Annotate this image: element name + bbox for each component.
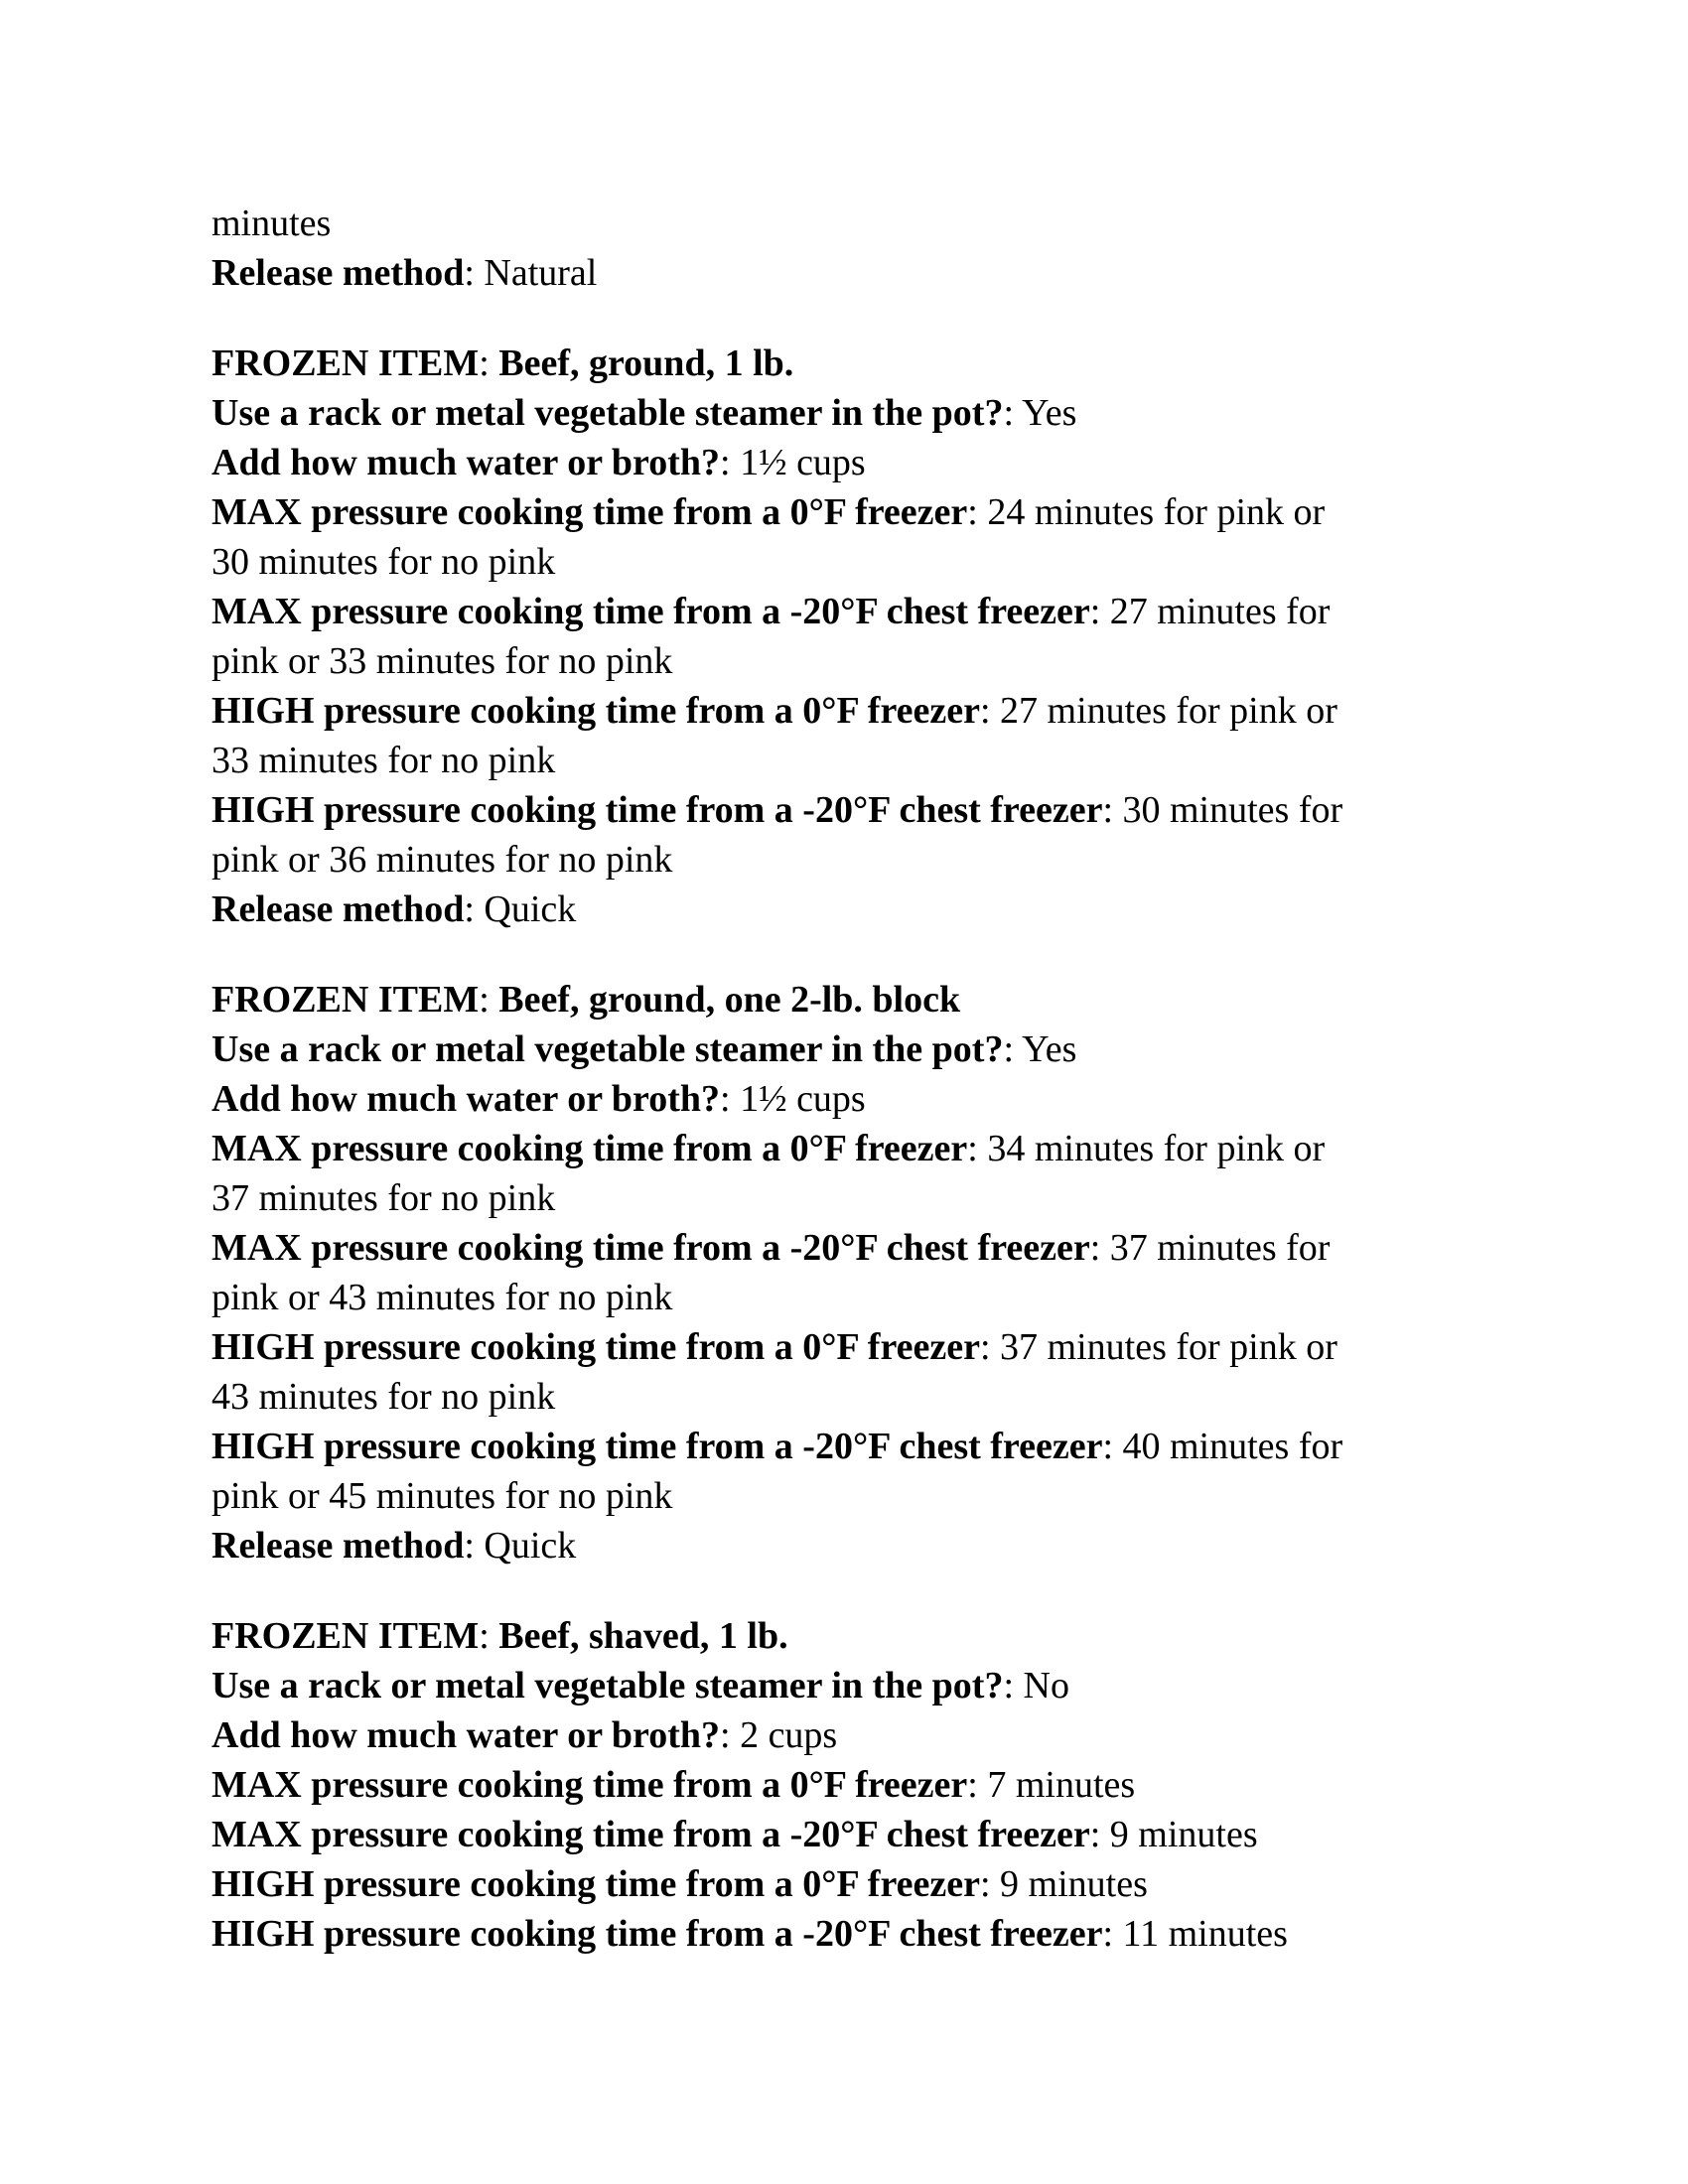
- water-line: Add how much water or broth?: 1½ cups: [211, 442, 866, 483]
- high-0f-line: HIGH pressure cooking time from a 0°F freezer: 37 minutes for pink or: [211, 1326, 1337, 1368]
- high-0f-value-cont: 43 minutes for no pink: [211, 1376, 556, 1418]
- max-0f-value: 24 minutes for pink or: [987, 491, 1326, 533]
- max-0f-line: MAX pressure cooking time from a 0°F freezer: 7 minutes: [211, 1764, 1136, 1806]
- high-0f-line: HIGH pressure cooking time from a 0°F freezer: 27 minutes for pink or: [211, 690, 1337, 732]
- frozen-item-name: Beef, shaved, 1 lb.: [498, 1615, 788, 1657]
- continuation-value: minutes: [211, 203, 332, 244]
- max-20f-value-cont: pink or 43 minutes for no pink: [211, 1277, 673, 1318]
- high-0f-label: HIGH pressure cooking time from a 0°F freezer: [211, 690, 980, 732]
- high-20f-label: HIGH pressure cooking time from a -20°F chest freezer: [211, 789, 1103, 831]
- max-0f-value: 34 minutes for pink or: [987, 1128, 1326, 1169]
- high-20f-value: 11 minutes: [1122, 1913, 1288, 1955]
- max-0f-value-cont: 30 minutes for no pink: [211, 541, 556, 583]
- high-0f-label: HIGH pressure cooking time from a 0°F freezer: [211, 1326, 980, 1368]
- rack-value: No: [1023, 1665, 1069, 1706]
- high-0f-value: 37 minutes for pink or: [1000, 1326, 1337, 1368]
- high-20f-value-cont: pink or 36 minutes for no pink: [211, 839, 673, 881]
- max-0f-value-cont: 37 minutes for no pink: [211, 1177, 556, 1219]
- rack-value: Yes: [1022, 392, 1077, 434]
- frozen-item-name: Beef, ground, 1 lb.: [498, 342, 794, 384]
- high-0f-line-cont: [211, 736, 1502, 785]
- frozen-item-label: FROZEN ITEM: [211, 1615, 480, 1657]
- water-line: Add how much water or broth?: 1½ cups: [211, 1078, 866, 1120]
- high-20f-value: 30 minutes for: [1122, 789, 1343, 831]
- high-20f-line: HIGH pressure cooking time from a -20°F chest freezer: 40 minutes for: [211, 1426, 1343, 1467]
- high-20f-line-cont: [211, 835, 1502, 885]
- high-20f-label: HIGH pressure cooking time from a -20°F chest freezer: [211, 1426, 1103, 1467]
- high-20f-line-cont: [211, 1471, 1502, 1521]
- high-0f-line-cont: [211, 1372, 1502, 1422]
- max-0f-line: MAX pressure cooking time from a 0°F freezer: 34 minutes for pink or: [211, 1128, 1326, 1169]
- high-0f-label: HIGH pressure cooking time from a 0°F freezer: [211, 1863, 980, 1905]
- frozen-item-name: Beef, ground, one 2-lb. block: [498, 979, 961, 1021]
- rack-label: Use a rack or metal vegetable steamer in the pot?: [211, 1028, 1004, 1070]
- high-20f-value: 40 minutes for: [1122, 1426, 1343, 1467]
- frozen-item-entry: [211, 975, 1502, 1570]
- frozen-item-label: FROZEN ITEM: [211, 979, 480, 1021]
- max-20f-line-cont: [211, 1273, 1502, 1322]
- previous-entry-tail: [211, 199, 1502, 298]
- frozen-item-label: FROZEN ITEM: [211, 342, 480, 384]
- release-method-label: Release method: [211, 1525, 465, 1567]
- max-20f-value-cont: pink or 33 minutes for no pink: [211, 640, 673, 682]
- frozen-item-line: FROZEN ITEM: Beef, shaved, 1 lb.: [211, 1615, 788, 1657]
- water-value: 1½ cups: [740, 442, 866, 483]
- max-0f-value: 7 minutes: [987, 1764, 1136, 1806]
- high-0f-value: 27 minutes for pink or: [1000, 690, 1337, 732]
- release-method-value: Natural: [484, 252, 598, 294]
- high-0f-value: 9 minutes: [1000, 1863, 1148, 1905]
- water-label: Add how much water or broth?: [211, 1714, 720, 1756]
- release-method-line: Release method: Quick: [211, 1525, 577, 1567]
- high-20f-line: HIGH pressure cooking time from a -20°F chest freezer: 11 minutes: [211, 1913, 1288, 1955]
- rack-value: Yes: [1022, 1028, 1077, 1070]
- release-method-label: Release method: [211, 252, 465, 294]
- high-20f-value-cont: pink or 45 minutes for no pink: [211, 1475, 673, 1517]
- frozen-item-line: FROZEN ITEM: Beef, ground, one 2-lb. block: [211, 979, 961, 1021]
- max-0f-line-cont: [211, 537, 1502, 587]
- max-20f-value: 9 minutes: [1109, 1814, 1258, 1855]
- max-20f-value: 37 minutes for: [1109, 1227, 1331, 1269]
- high-0f-line: HIGH pressure cooking time from a 0°F freezer: 9 minutes: [211, 1863, 1148, 1905]
- rack-line: Use a rack or metal vegetable steamer in the pot?: Yes: [211, 1028, 1077, 1070]
- release-method-line: Release method: Natural: [211, 252, 598, 294]
- max-20f-label: MAX pressure cooking time from a -20°F chest freezer: [211, 1814, 1090, 1855]
- max-0f-label: MAX pressure cooking time from a 0°F freezer: [211, 491, 968, 533]
- high-20f-line: HIGH pressure cooking time from a -20°F chest freezer: 30 minutes for: [211, 789, 1343, 831]
- max-20f-label: MAX pressure cooking time from a -20°F chest freezer: [211, 1227, 1090, 1269]
- max-0f-line-cont: [211, 1173, 1502, 1223]
- document-page: [211, 199, 1502, 1959]
- high-0f-value-cont: 33 minutes for no pink: [211, 740, 556, 781]
- water-line: Add how much water or broth?: 2 cups: [211, 1714, 838, 1756]
- release-method-line: Release method: Quick: [211, 888, 577, 930]
- max-20f-line: MAX pressure cooking time from a -20°F chest freezer: 37 minutes for: [211, 1227, 1331, 1269]
- max-0f-line: MAX pressure cooking time from a 0°F freezer: 24 minutes for pink or: [211, 491, 1326, 533]
- max-0f-label: MAX pressure cooking time from a 0°F freezer: [211, 1128, 968, 1169]
- max-20f-value: 27 minutes for: [1109, 591, 1331, 632]
- frozen-item-entry: [211, 339, 1502, 934]
- rack-line: Use a rack or metal vegetable steamer in the pot?: No: [211, 1665, 1069, 1706]
- water-label: Add how much water or broth?: [211, 1078, 720, 1120]
- max-20f-label: MAX pressure cooking time from a -20°F chest freezer: [211, 591, 1090, 632]
- max-0f-label: MAX pressure cooking time from a 0°F freezer: [211, 1764, 968, 1806]
- water-value: 1½ cups: [740, 1078, 866, 1120]
- max-20f-line-cont: [211, 636, 1502, 686]
- water-value: 2 cups: [740, 1714, 838, 1756]
- rack-line: Use a rack or metal vegetable steamer in the pot?: Yes: [211, 392, 1077, 434]
- max-20f-line: MAX pressure cooking time from a -20°F chest freezer: 27 minutes for: [211, 591, 1331, 632]
- frozen-item-line: FROZEN ITEM: Beef, ground, 1 lb.: [211, 342, 794, 384]
- frozen-item-entry: [211, 1611, 1502, 1959]
- rack-label: Use a rack or metal vegetable steamer in the pot?: [211, 392, 1004, 434]
- max-20f-line: MAX pressure cooking time from a -20°F chest freezer: 9 minutes: [211, 1814, 1258, 1855]
- high-20f-label: HIGH pressure cooking time from a -20°F chest freezer: [211, 1913, 1103, 1955]
- release-method-value: Quick: [484, 888, 577, 930]
- release-method-value: Quick: [484, 1525, 577, 1567]
- release-method-label: Release method: [211, 888, 465, 930]
- water-label: Add how much water or broth?: [211, 442, 720, 483]
- rack-label: Use a rack or metal vegetable steamer in the pot?: [211, 1665, 1004, 1706]
- continuation-text: [211, 199, 1502, 248]
